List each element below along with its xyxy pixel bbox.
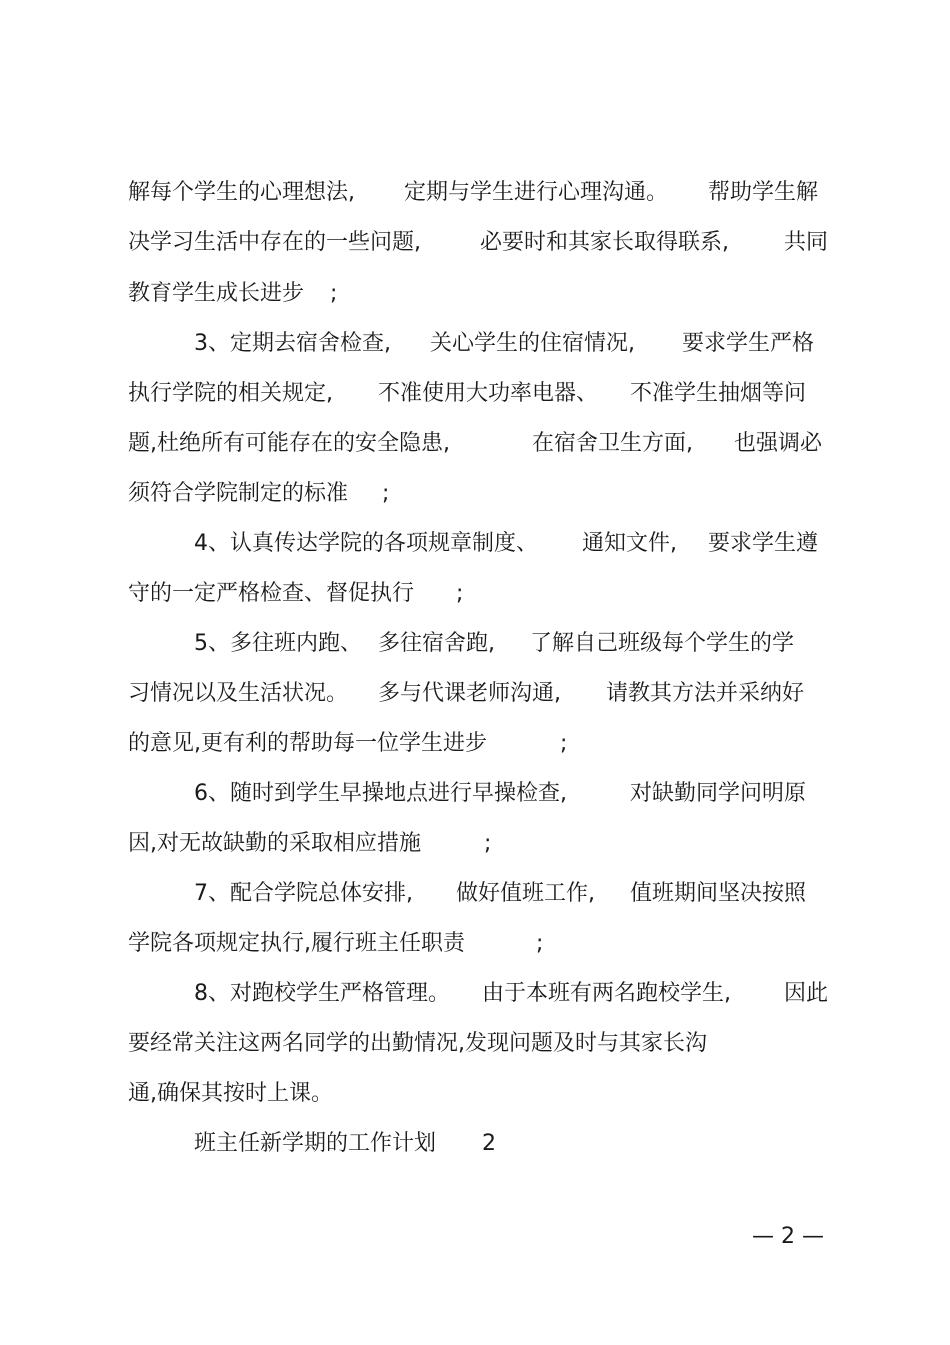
text-segment: 5、多往班内跑、 bbox=[194, 631, 362, 656]
text-segment: 执行学院的相关规定, bbox=[128, 381, 333, 406]
text-segment: 须符合学院制定的标准 bbox=[128, 481, 349, 506]
text-segment: 值班期间坚决按照 bbox=[630, 881, 807, 906]
text-segment: 多往宿舍跑, bbox=[378, 631, 495, 656]
page-number: — 2 — bbox=[752, 1224, 824, 1249]
text-segment: 4、认真传达学院的各项规章制度、 bbox=[194, 531, 538, 556]
text-segment: 了解自己班级每个学生的学 bbox=[530, 631, 795, 656]
text-segment: ; bbox=[330, 281, 338, 306]
text-line bbox=[0, 924, 950, 964]
text-line bbox=[0, 524, 950, 564]
text-segment: 通,确保其按时上课。 bbox=[128, 1081, 333, 1106]
text-segment: 教育学生成长进步 bbox=[128, 281, 305, 306]
text-line bbox=[0, 624, 950, 664]
text-line bbox=[0, 324, 950, 364]
text-segment: 做好值班工作, bbox=[456, 881, 595, 906]
text-segment: 学院各项规定执行,履行班主任职责 bbox=[128, 931, 465, 956]
text-segment: 关心学生的住宿情况, bbox=[430, 331, 635, 356]
text-segment: 解每个学生的心理想法, bbox=[128, 180, 355, 205]
text-line bbox=[0, 824, 950, 864]
text-segment: 多与代课老师沟通, bbox=[378, 681, 561, 706]
text-segment: 守的一定严格检查、督促执行 bbox=[128, 581, 415, 606]
text-segment: 决学习生活中存在的一些问题, bbox=[128, 230, 421, 255]
text-line bbox=[0, 474, 950, 514]
text-segment: 不准学生抽烟等问 bbox=[630, 381, 807, 406]
text-segment: 对缺勤同学问明原 bbox=[630, 781, 807, 806]
text-line bbox=[0, 874, 950, 914]
text-segment: 在宿舍卫生方面, bbox=[532, 431, 693, 456]
text-segment: 由于本班有两名跑校学生, bbox=[482, 981, 731, 1006]
text-line bbox=[0, 374, 950, 414]
text-segment: 通知文件, bbox=[582, 531, 677, 556]
section-heading-number: 2 bbox=[482, 1131, 496, 1156]
text-line bbox=[0, 173, 950, 213]
text-segment: 习情况以及生活状况。 bbox=[128, 681, 349, 706]
text-line bbox=[0, 974, 950, 1014]
text-segment: 题,杜绝所有可能存在的安全隐患, bbox=[128, 431, 450, 456]
text-segment: ; bbox=[382, 481, 390, 506]
text-segment: ; bbox=[484, 831, 492, 856]
text-line bbox=[0, 724, 950, 764]
text-line bbox=[0, 223, 950, 263]
text-segment: ; bbox=[560, 731, 568, 756]
text-line bbox=[0, 1024, 950, 1064]
text-segment: 3、定期去宿舍检查, bbox=[194, 331, 391, 356]
text-segment: 请教其方法并采纳好 bbox=[606, 681, 805, 706]
text-line bbox=[0, 274, 950, 314]
text-segment: 必要时和其家长取得联系, bbox=[480, 230, 729, 255]
text-segment: 定期与学生进行心理沟通。 bbox=[404, 180, 669, 205]
text-segment: 因此 bbox=[784, 981, 829, 1006]
text-segment: 6、随时到学生早操地点进行早操检查, bbox=[194, 781, 567, 806]
text-line bbox=[0, 674, 950, 714]
section-heading bbox=[0, 1124, 950, 1164]
text-segment: 的意见,更有利的帮助每一位学生进步 bbox=[128, 731, 487, 756]
text-segment: ; bbox=[536, 931, 544, 956]
text-segment: 帮助学生解 bbox=[708, 180, 819, 205]
text-line bbox=[0, 774, 950, 814]
text-segment: ; bbox=[456, 581, 464, 606]
text-line bbox=[0, 574, 950, 614]
text-segment: 不准使用大功率电器、 bbox=[378, 381, 599, 406]
text-segment: 要经常关注这两名同学的出勤情况,发现问题及时与其家长沟 bbox=[128, 1031, 707, 1056]
text-segment: 要求学生严格 bbox=[682, 331, 815, 356]
section-heading-text: 班主任新学期的工作计划 bbox=[194, 1131, 437, 1156]
text-segment: 8、对跑校学生严格管理。 bbox=[194, 981, 450, 1006]
text-segment: 共同 bbox=[784, 230, 829, 255]
text-segment: 因,对无故缺勤的采取相应措施 bbox=[128, 831, 421, 856]
text-segment: 7、配合学院总体安排, bbox=[194, 881, 413, 906]
text-segment: 也强调必 bbox=[734, 431, 823, 456]
text-segment: 要求学生遵 bbox=[708, 531, 819, 556]
text-line bbox=[0, 1074, 950, 1114]
text-line bbox=[0, 424, 950, 464]
